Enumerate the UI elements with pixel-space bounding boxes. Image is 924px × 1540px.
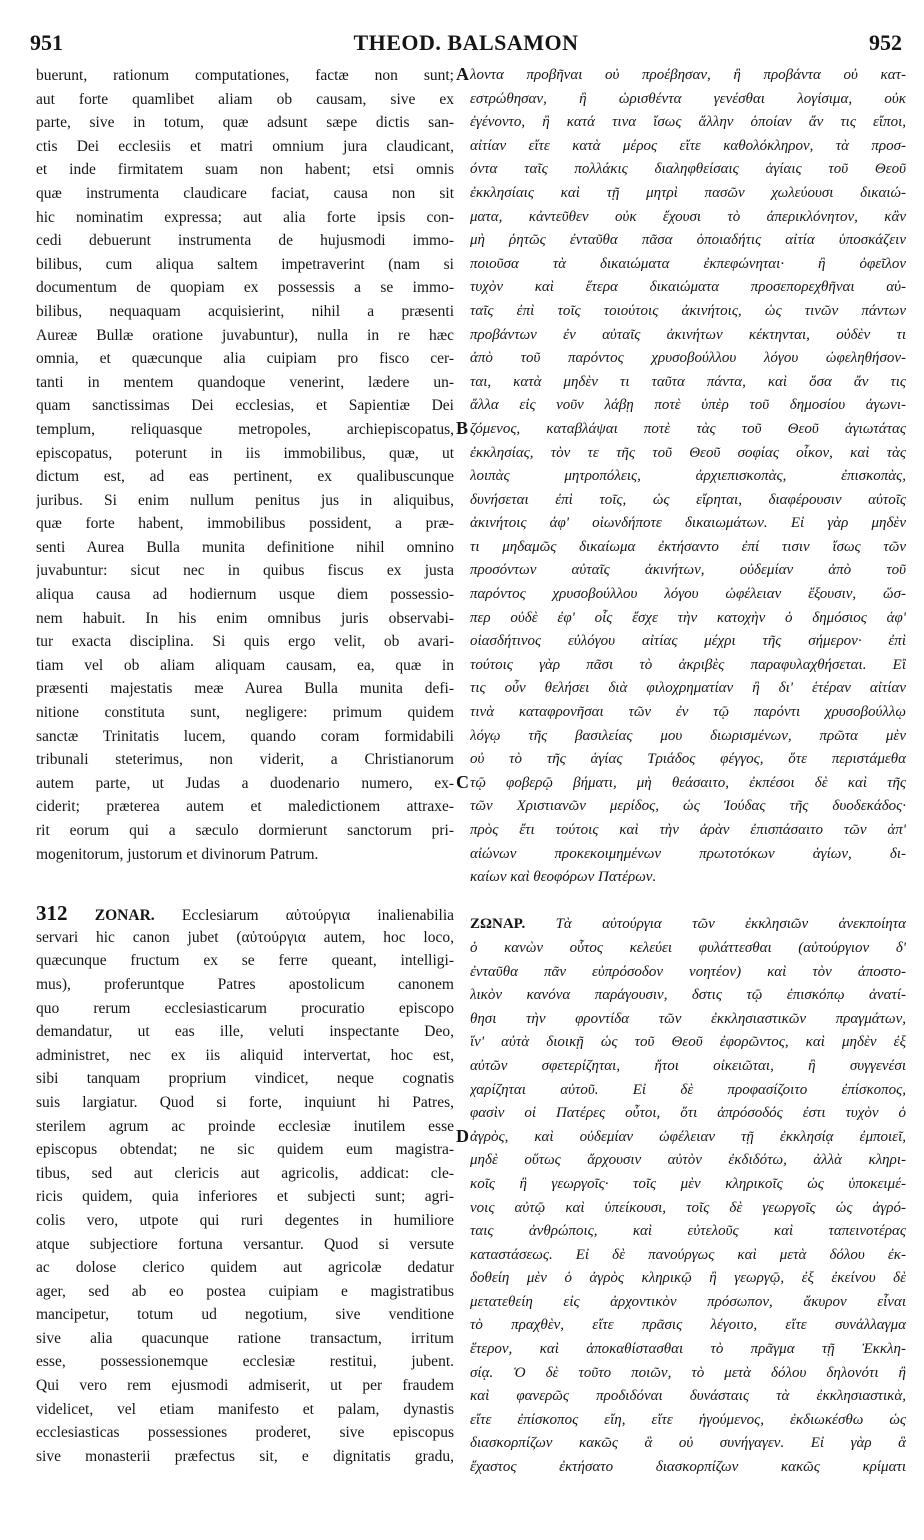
margin-marker-c: C [456,772,469,792]
text-line: tribunali steterimus, non viderit, a Christianorum [36,751,454,769]
text-line: nem habuit. In his enim omnibus juris observabi- [36,609,454,627]
section-gap [470,890,906,914]
text-line: omnia, et quæcunque alia cuipiam pro fisco cer- [36,350,454,368]
text-line: hic nominatim expressa; aut alia forte ipsis con- [36,208,454,226]
text-line: autem parte, ut Judas a duodenario numero, ex- [36,774,454,792]
text-line: ἄλλα εἰς νοῦν λάβῃ ποτὲ ὑπὲρ τοῦ δημοσίου ἀγωνι- [470,397,906,414]
text-line: θησι τὴν φροντίδα τῶν ἐκκλησιαστικῶν πραγμάτων, [470,1010,906,1027]
text-line: ἵν' αὐτὰ διοικῇ ὡς τοῦ Θεοῦ ἐφορῶντος, καὶ μηδὲν ἐξ [470,1034,906,1051]
text-line: σίᾳ. Ὁ δὲ τοῦτο ποιῶν, τὸ μετὰ δόλου δηλονότι ἢ [470,1364,906,1381]
text-line: μὴ ῥητῶς ἐνταῦθα πᾶσα ὁποιαδήτις αἰτία ὑποσκάζειν [470,232,906,249]
text-line: αἰώνων προκεκοιμημένων πρωτοτόκων ἁγίων, δι- [470,845,906,862]
text-line: εστρώθησαν, ἢ ὡρισθέντα γενέσθαι λογίσιμα, οὐκ [470,90,906,107]
text-line: demandatur, ut eas ille, veluti inspectante Deo, [36,1023,454,1041]
text-line: μηδὲ οὕτως ἄρχουσιν αὐτὸν ἐκδιδότω, ἀλλὰ κληρι- [470,1152,906,1169]
text-line: ται, κατὰ μηδὲν τι ταῦτα πάντα, καὶ ὅσα ἄν τις [470,373,906,390]
text-line: juvabuntur: sicut nec in quibus fiscus ex justa [36,562,454,580]
text-line: ecclesiasticas possessiones proderet, sive episcopus [36,1424,454,1442]
text-line: sterilem agrum ac proinde ecclesiæ inutilem esse [36,1117,454,1135]
text-line: episcopatus, poterunt in iis immobilibus, quæ, ut [36,444,454,462]
text-line: φασὶν οἱ Πατέρες οὗτοι, ὅτι ἀπρόσοδός ἐστι τυχὸν ὁ [470,1105,906,1122]
text-line: ac dolose clerico quidem aut agricolæ dedatur [36,1259,454,1277]
text-line: ctis Dei ecclesiis et matri omnium jura claudicant, [36,137,454,155]
text-line: καίων καὶ θεοφόρων Πατέρων. [470,869,657,886]
text-line: mogenitorum, justorum et divinorum Patrum. [36,845,319,863]
text-line: mancipetur, totum ud negotium, sive venditione [36,1306,454,1324]
section-number: 312 [36,902,68,926]
text-line: λοντα προβῆναι οὐ προέβησαν, ἢ προβάντα οὐ κατ- [470,67,906,83]
text-line: οὐ τὸ τῆς ἁγίας Τριάδος φέγγος, ὅτε περιστάμεθα [470,751,906,768]
text-line: ἔχαστος ἐκτήσατο διασκορπίζων κακῶς κρίματι [470,1459,906,1476]
text-line: sanctæ Trinitatis lucem, quando coram formidabili [36,727,454,745]
text-line: ταῖς ἐπὶ τοῖς τοιούτοις ἀκινήτοις, ὡς τινῶν πάντων [470,302,906,319]
text-line: sibi tanquam proprium vindicet, neque cognatis [36,1070,454,1088]
text-line: αὐτῶν σφετερίζηται, ἤτοι οἰκειῶται, ἢ συγγενέσι [470,1057,906,1074]
text-line: mus), proferuntque Patres apostolicum canonem [36,975,454,993]
text-line: τινὰ καταφρονῆσαι τῶν ἐν τῷ παρόντι χρυσοβούλλῳ [470,704,906,721]
section-first-text: Ecclesiarum αὐτούργια inalienabilia [181,907,454,925]
text-line: ἀγρὸς, καὶ οὐδεμίαν ὠφέλειαν τῇ ἐκκλησίᾳ ἐμποιεῖ, [470,1128,906,1145]
text-line: atque subjectiore fortuna versantur. Quod si versute [36,1235,454,1253]
text-line: suis largiatur. Quod si forte, inquiunt hi Patres, [36,1093,454,1111]
text-line: rit eorum qui a sæculo dormierunt sanctorum pri- [36,822,454,839]
text-line: templum, reliquasque metropoles, archiepiscopatus, [36,420,454,438]
text-line: tibus, sed aut clericis aut agricolis, addicat: cle- [36,1164,454,1182]
page-number-right: 952 [869,30,902,55]
text-line: τῶν Χριστιανῶν μερίδος, ὡς Ἰούδας τῆς δυοδεκάδος· [470,798,906,815]
text-line: Aureæ Bullæ oratione juvabuntur), nulla in re hæc [36,326,454,344]
text-line: tur exacta disciplina. Si quis ergo velit, ob avari- [36,633,454,651]
text-line: καὶ φανερῶς προδιδόναι δυνάσταις τὰ ἐκκλησιαστικὰ, [470,1388,906,1405]
text-line: τὸ πραχθὲν, εἴτε πρᾶσις λέγοιτο, εἴτε συνάλλαγμα [470,1317,906,1334]
text-line: περ οὐδὲ ἐφ' οἷς ἔσχε τὴν κατοχὴν ὁ δημόσιος ἀφ' [470,609,906,626]
section-gap [36,866,454,902]
text-line: tanti in mentem quandoque venerint, lædere un- [36,373,454,391]
text-line: bilibus, cum aliqua saltem impetraverint (nam si [36,255,454,273]
text-line: cedi debuerunt instrumenta de hujusmodi immo- [36,232,454,250]
text-line: dictum est, ad eas pertinent, ex qualibuscunque [36,468,454,486]
text-line: λοιπὰς μητροπόλεις, ἀρχιεπισκοπὰς, ἐπισκοπὰς, [470,468,906,485]
text-line: ἀκινήτοις ἀφ' οἱωνδήποτε δικαιωμάτων. Εἰ γὰρ μηδὲν [470,515,906,532]
text-line: ἐκκλησίαις καὶ τῇ μητρὶ πασῶν χωλεύουσι δικαιώ- [470,184,906,201]
text-line: tiam vel ob aliam aliquam causam, ea, quæ in [36,656,454,674]
text-line: ὁ κανὼν οὗτος κελεύει φυλάττεσθαι (αὐτούργιον δ' [470,939,906,956]
margin-marker-b: B [456,418,469,438]
text-line: quam sanctissimas Dei ecclesias, et Sapientiæ Dei [36,397,454,415]
text-line: οἱασδήτινος εὐλόγου αἰτίας μέχρι τῆς σήμερον· ἐπὶ [470,633,906,650]
text-line: ποιοῦσα τὰ δικαιώματα ἐκπεφώνηται· ἢ ὀφεῖλον [470,255,906,272]
text-line: servari hic canon jubet (αὐτούργια autem, hoc loco, [36,928,454,946]
running-title: THEOD. BALSAMON [353,30,579,55]
text-line: αἰτίαν εἴτε κατὰ μέρος εἴτε καθολόκληρον, τὰ προσ- [470,137,906,154]
text-line: et inde firmitatem suam non habent; etsi omnis [36,161,454,179]
text-line: λόγῳ τῆς βασιλείας μου διωρισμένων, πρῶτα μὲν [470,727,906,744]
text-line: τυχὸν καὶ ἕτερα δικαιώματα προσεπορεχθῆναι αὐ- [470,279,906,296]
section-heading-line [470,913,906,937]
text-line: aut forte quamlibet aliam ob causam, sive ex [36,90,454,108]
text-line: τι μηδαμῶς δικαίωμα ἐκτήσαντο ἐπί τισιν ἴσως τῶν [470,538,906,555]
text-line: ἐκκλησίας, τὸν τε τῆς τοῦ Θεοῦ σοφίας οἶκον, καὶ τὰς [470,444,906,461]
text-line: ager, sed ab eo postea cuipiam e magistratibus [36,1282,454,1300]
text-line: τῷ φοβερῷ βήματι, μὴ θεάσαιτο, ἐκπέσοι δὲ καὶ τῆς [470,774,906,791]
text-line: quæ instrumenta claudicare faciat, causa non sit [36,184,454,202]
text-line: senti Aurea Bulla munita definitione nihil omnino [36,538,454,556]
text-line: parte, sive in totum, quæ adsunt sæpe dictis san- [36,114,454,132]
margin-marker-d: D [456,1126,469,1146]
text-line: ricis quidem, quia inferiores et subjecti sunt; agri- [36,1188,454,1206]
text-line: quæ forte habent, immobilibus possident, a præ- [36,515,454,533]
text-line: nitione constituta sunt, negligere: primum quidem [36,704,454,722]
section-heading-line [36,902,454,926]
text-line: διασκορπίζων κακῶς ἃ οὐ συνήγαγεν. Εἰ γὰρ ἃ [470,1435,906,1452]
text-line: τις οὖν θελήσει διὰ φιλοχρηματίαν ἢ δι' ἑτέραν αἰτίαν [470,680,906,697]
text-line: παρόντος χρυσοβούλλου λόγου ὠφέλειαν ἕξουσιν, ὥσ- [470,586,906,603]
text-line: documentum de quopiam ex possessis a se immo- [36,279,454,297]
text-line: colis vero, utpote qui ruri degentes in humiliore [36,1211,454,1229]
text-line: ἐγένοντο, ἢ κατά τινα ἴσως ἄλλην ὁποίαν ἄν τις εἴποι, [470,114,906,131]
text-line: juribus. Si enim nullum penitus jus in aliquibus, [36,491,454,509]
margin-marker-a: A [456,64,469,84]
greek-column [470,64,906,1480]
text-line: episcopus obtendat; ne sic quidem eum magistra- [36,1141,454,1159]
text-line: ζόμενος, καταβλάψαι ποτὲ τὰς τοῦ Θεοῦ ἁγιωτάτας [470,420,906,437]
text-line: ἐνταῦθα πᾶν εὐπρόσοδον νοητέον) καὶ τὸν ἀποστο- [470,963,906,980]
text-line: ἀπὸ τοῦ παρόντος χρυσοβούλλου λόγου ὠφεληθήσον- [470,350,906,367]
text-line: buerunt, rationum computationes, factæ non sunt; [36,67,454,84]
text-line: δοθείη μὲν ὁ ἀγρὸς κληρικῷ ἢ γεωργῷ, ἐξ ἐκείνου δὲ [470,1270,906,1287]
text-line: χαρίζηται αὐτοῦ. Εἰ δὲ προφασίζοιτο ἐπίσκοπος, [470,1081,906,1098]
page-header [30,30,902,58]
text-line: όντα ταῖς πολλάκις διαληφθείσαις ἁγίαις τοῦ Θεοῦ [470,161,906,178]
text-line: ἕτερον, καὶ ἀποκαθίστασθαι τὸ πρᾶγμα τῇ Ἐκκλη- [470,1341,906,1358]
text-line: quæcunque fructum ex se ferre queant, intelligi- [36,952,454,970]
text-line: ταις ἀνθρώποις, καὶ εὐτελοῦς καὶ ταπεινοτέρας [470,1223,906,1240]
text-line: νοις αὐτῷ καὶ ὑπείκουσι, τοῖς δὲ γεωργοῖς ὡς ἀγρό- [470,1199,906,1216]
text-line: administret, nec ex iis aliquid intervertat, hoc est, [36,1046,454,1064]
text-line: esse, possessionemque ecclesiæ restitui, jubent. [36,1353,454,1371]
section-first-text: Τὰ αὐτούργια τῶν ἐκκλησιῶν ἀνεκποίητα [555,916,906,933]
text-line: aliqua causa ad hodiernum usque diem possessio- [36,586,454,604]
text-line: λικὸν κανόνα παράγουσιν, δστις τῷ ἐπισκόπῳ ἀνατί- [470,987,906,1004]
page-number-left: 951 [30,30,63,55]
text-line: ματα, κἀντεῦθεν οὐκ ἔχουσι τὸ ἀπερικλόνητον, κἂν [470,208,906,225]
text-line: præsenti majestatis meæ Aurea Bulla munita defi- [36,680,454,698]
latin-column [36,64,454,1468]
commentator-label: ΖΩΝΑΡ. [470,916,526,933]
text-line: δυνήσεται ἐπὶ τοῖς, ὡς εἴρηται, διαφέρουσιν αὐτοῖς [470,491,906,508]
text-line: videlicet, vel etiam manifesto et palam, dynastis [36,1400,454,1418]
text-line: sive alia quacunque ratione transactum, irritum [36,1329,454,1347]
text-line: πρὸς ἔτι τούτοις καὶ τὴν ἀρὰν ἐπισπάσαιτο τῶν ἀπ' [470,822,906,838]
text-line: εἴτε ἐπίσκοπος εἴη, εἴτε ἡγούμενος, ἐκδιωκέσθω ὡς [470,1411,906,1428]
text-line: προβάντων ἐν αὐταῖς ἀκινήτων κέκτηνται, οὐδὲν τι [470,326,906,343]
text-line: κοῖς ἢ γεωργοῖς· τοῖς μὲν κληρικοῖς ὡς ὑποκειμέ- [470,1175,906,1192]
text-line: ciderit; præterea autem et maledictionem attraxe- [36,798,454,816]
commentator-label: ZONAR. [94,907,155,925]
text-line: Qui vero rem ejusmodi admiserit, ut per fraudem [36,1377,454,1395]
text-line: τούτοις γὰρ πᾶσι τὸ ἀκριβὲς παραφυλαχθήσεται. Εἴ [470,656,906,673]
text-line: quo rerum ecclesiasticarum procuratio episcopo [36,999,454,1017]
text-line: sive monasterii præfectus sit, e dignitatis gradu, [36,1447,454,1465]
text-line: προσόντων αὐταῖς ἀκινήτων, οὐδεμίαν ἀπὸ τοῦ [470,562,906,579]
text-line: καταστάσεως. Εἰ δὲ πανούργως καὶ μετὰ δόλου ἐκ- [470,1246,906,1263]
text-line: μετατεθείη εἰς ἀρχοντικὸν πρόσωπον, ἄκυρον εἶναι [470,1293,906,1310]
text-line: bilibus, nequaquam acquisierint, nihil a præsenti [36,302,454,320]
